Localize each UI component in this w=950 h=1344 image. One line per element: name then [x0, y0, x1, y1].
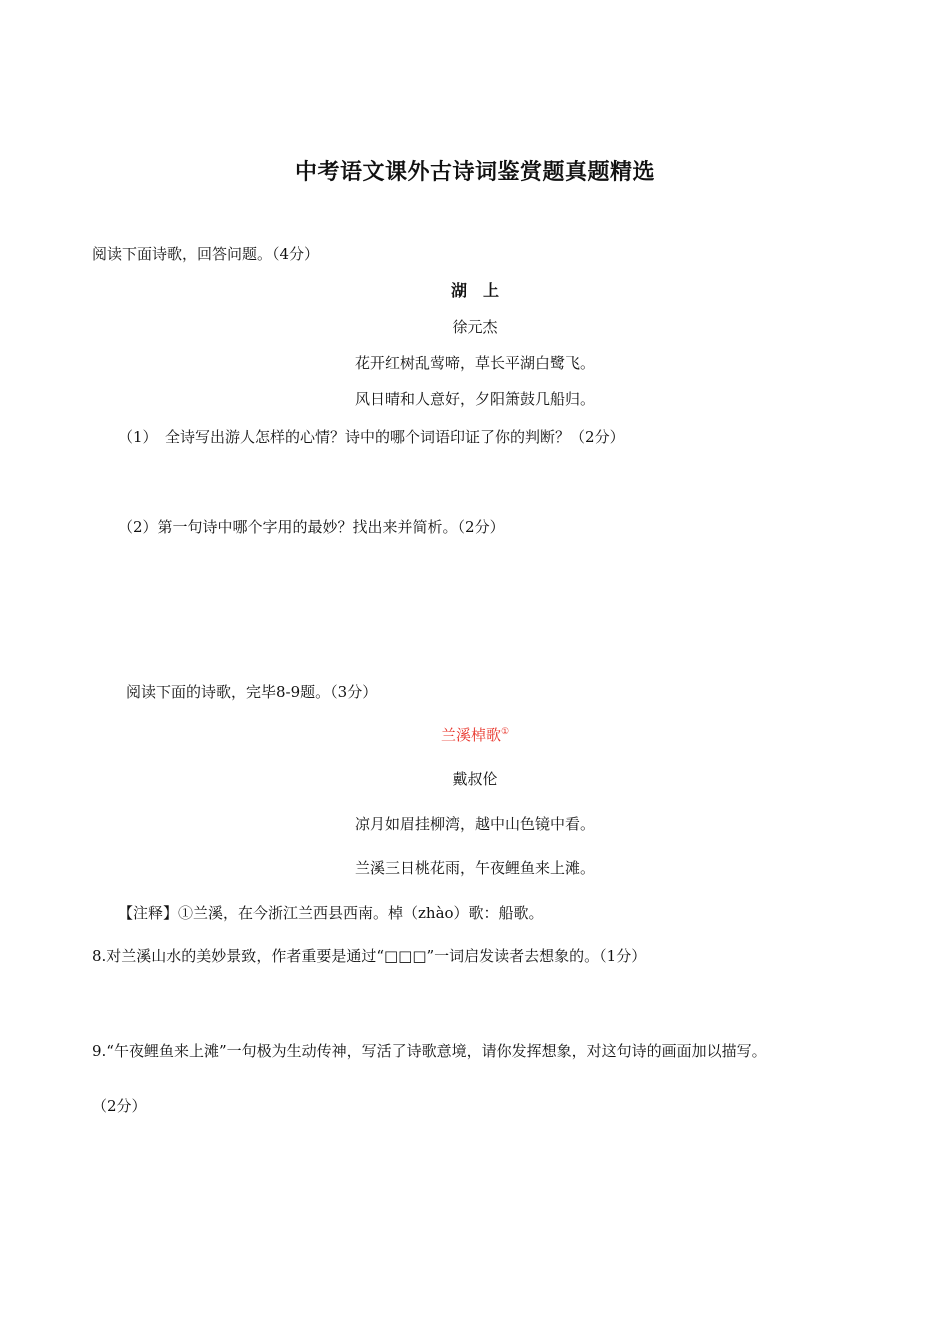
section1-instruction: 阅读下面诗歌，回答问题。（4分）	[92, 245, 320, 263]
question-8: 8.对兰溪山水的美妙景致，作者重要是通过“□□□”一词启发读者去想象的。（1分）	[92, 947, 647, 965]
poem2-title	[0, 725, 950, 745]
question-9: 9.“午夜鲤鱼来上滩”一句极为生动传神，写活了诗歌意境，请你发挥想象，对这句诗的画面加以描写。	[92, 1042, 767, 1060]
poem2-note: 【注释】①兰溪，在今浙江兰西县西南。棹（zhào）歌：船歌。	[118, 904, 544, 922]
poem2-line-2: 兰溪三日桃花雨，午夜鲤鱼来上滩。	[354, 859, 595, 877]
question-1: （1） 全诗写出游人怎样的心情？诗中的哪个词语印证了你的判断？（2分）	[118, 428, 625, 446]
question-2: （2）第一句诗中哪个字用的最妙？找出来并简析。（2分）	[118, 518, 505, 536]
poem1-line-1: 花开红树乱莺啼，草长平湖白鹭飞。	[354, 354, 595, 372]
section2-instruction: 阅读下面的诗歌，完毕8-9题。（3分）	[126, 683, 378, 701]
question-9-score: （2分）	[92, 1097, 147, 1115]
poem1-line-2: 风日晴和人意好，夕阳箫鼓几船归。	[354, 390, 595, 408]
poem2-footnote-mark: ①	[500, 727, 510, 737]
poem1-author: 徐元杰	[452, 318, 498, 336]
poem2-author: 戴叔伦	[452, 770, 498, 788]
poem1-title: 湖 上	[450, 281, 499, 300]
poem2-title-text: 兰溪棹歌	[440, 726, 501, 744]
poem2-line-1: 凉月如眉挂柳湾，越中山色镜中看。	[354, 815, 595, 833]
document-title: 中考语文课外古诗词鉴赏题真题精选	[294, 159, 655, 185]
